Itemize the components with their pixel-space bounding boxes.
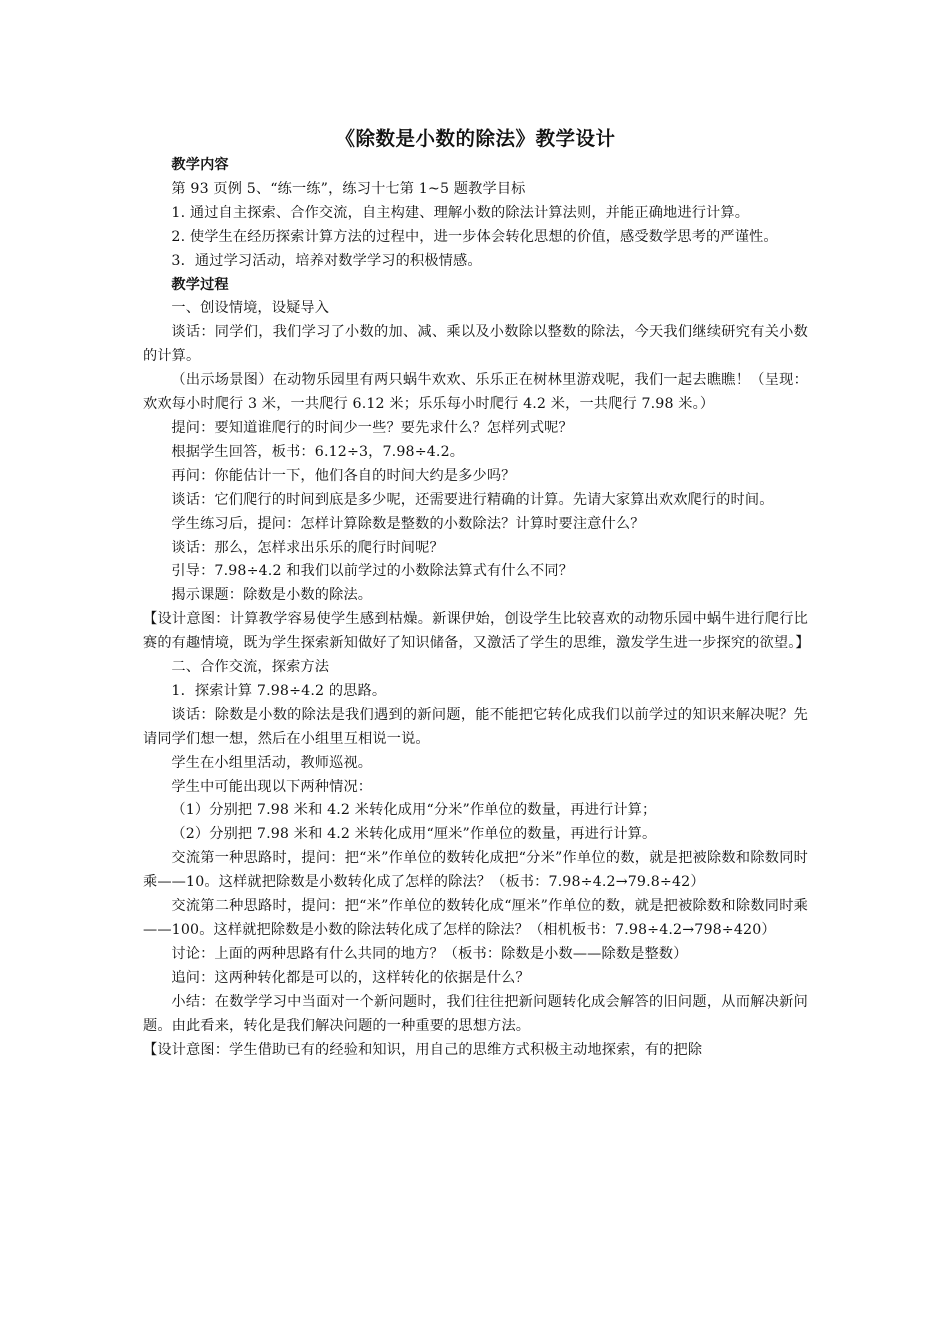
section-heading: 教学内容 [171, 157, 229, 173]
paragraph: 【设计意图：计算教学容易使学生感到枯燥。新课伊始，创设学生比较喜欢的动物乐园中蜗牛进行爬行比赛的有趣情境，既为学生探索新知做好了知识储备，又激活了学生的思维，激发学生进一步探究的欲望。】 [143, 611, 810, 652]
paragraph: （1）分别把 7.98 米和 4.2 米转化成用“分米”作单位的数量，再进行计算； [171, 802, 657, 819]
section-heading: 教学过程 [171, 276, 229, 293]
paragraph: 2. 使学生在经历探索计算方法的过程中，进一步体会转化思想的价值，感受数学思考的严谨性。 [171, 228, 778, 245]
document-title: 《除数是小数的除法》教学设计 [335, 127, 616, 150]
paragraph: 谈话：除数是小数的除法是我们遇到的新问题，能不能把它转化成我们以前学过的知识来解决呢？先请同学们想一想，然后在小组里互相说一说。 [143, 706, 808, 747]
paragraph: 交流第一种思路时，提问：把“米”作单位的数转化成把“分米”作单位的数，就是把被除数和除数同时乘——10。这样就把除数是小数转化成了怎样的除法？（板书：7.98÷4.2→79.8÷42） [143, 850, 808, 891]
paragraph: 【设计意图：学生借助已有的经验和知识，用自己的思维方式积极主动地探索，有的把除 [143, 1041, 703, 1058]
paragraph: 1. 通过自主探索、合作交流，自主构建、理解小数的除法计算法则，并能正确地进行计算。 [171, 204, 750, 221]
paragraph: 谈话：它们爬行的时间到底是多少呢，还需要进行精确的计算。先请大家算出欢欢爬行的时间。 [171, 491, 774, 508]
paragraph: 学生在小组里活动，教师巡视。 [171, 754, 373, 771]
paragraph: 学生练习后，提问：怎样计算除数是整数的小数除法？计算时要注意什么？ [171, 515, 645, 532]
paragraph: 1．探索计算 7.98÷4.2 的思路。 [171, 682, 387, 699]
paragraph: 3．通过学习活动，培养对数学学习的积极情感。 [171, 252, 482, 269]
paragraph: 第 93 页例 5、“练一练”，练习十七第 1~5 题教学目标 [171, 180, 526, 197]
paragraph: 提问：要知道谁爬行的时间少一些？要先求什么？怎样列式呢？ [171, 419, 573, 436]
document-page [143, 124, 808, 1062]
paragraph: 追问：这两种转化都是可以的，这样转化的依据是什么？ [171, 969, 530, 986]
paragraph: 学生中可能出现以下两种情况： [171, 778, 373, 795]
document-body [143, 154, 808, 1062]
paragraph: 二、合作交流，探索方法 [171, 659, 330, 676]
paragraph: 小结：在数学学习中当面对一个新问题时，我们往往把新问题转化成会解答的旧问题，从而解决新问题。由此看来，转化是我们解决问题的一种重要的思想方法。 [143, 993, 808, 1034]
paragraph: 根据学生回答，板书：6.12÷3，7.98÷4.2。 [171, 443, 465, 460]
paragraph: 揭示课题：除数是小数的除法。 [171, 587, 373, 604]
paragraph: 引导：7.98÷4.2 和我们以前学过的小数除法算式有什么不同？ [171, 563, 574, 580]
paragraph: 交流第二种思路时，提问：把“米”作单位的数转化成“厘米”作单位的数，就是把被除数和除数同时乘——100。这样就把除数是小数的除法转化成了怎样的除法？（相机板书：7.98÷4.2→798÷420） [143, 898, 808, 938]
paragraph: （2）分别把 7.98 米和 4.2 米转化成用“厘米”作单位的数量，再进行计算。 [171, 826, 657, 843]
paragraph: 讨论：上面的两种思路有什么共同的地方？（板书：除数是小数——除数是整数） [171, 945, 688, 962]
paragraph: （出示场景图）在动物乐园里有两只蜗牛欢欢、乐乐正在树林里游戏呢，我们一起去瞧瞧！（呈现：欢欢每小时爬行 3 米，一共爬行 6.12 米；乐乐每小时爬行 4.2 米，一共爬行 7.98 米。） [143, 372, 808, 413]
paragraph: 谈话：那么，怎样求出乐乐的爬行时间呢？ [171, 539, 444, 556]
paragraph: 谈话：同学们，我们学习了小数的加、减、乘以及小数除以整数的除法，今天我们继续研究有关小数的计算。 [143, 324, 808, 365]
paragraph: 一、创设情境，设疑导入 [171, 300, 330, 317]
paragraph: 再问：你能估计一下，他们各自的时间大约是多少吗？ [171, 467, 516, 484]
